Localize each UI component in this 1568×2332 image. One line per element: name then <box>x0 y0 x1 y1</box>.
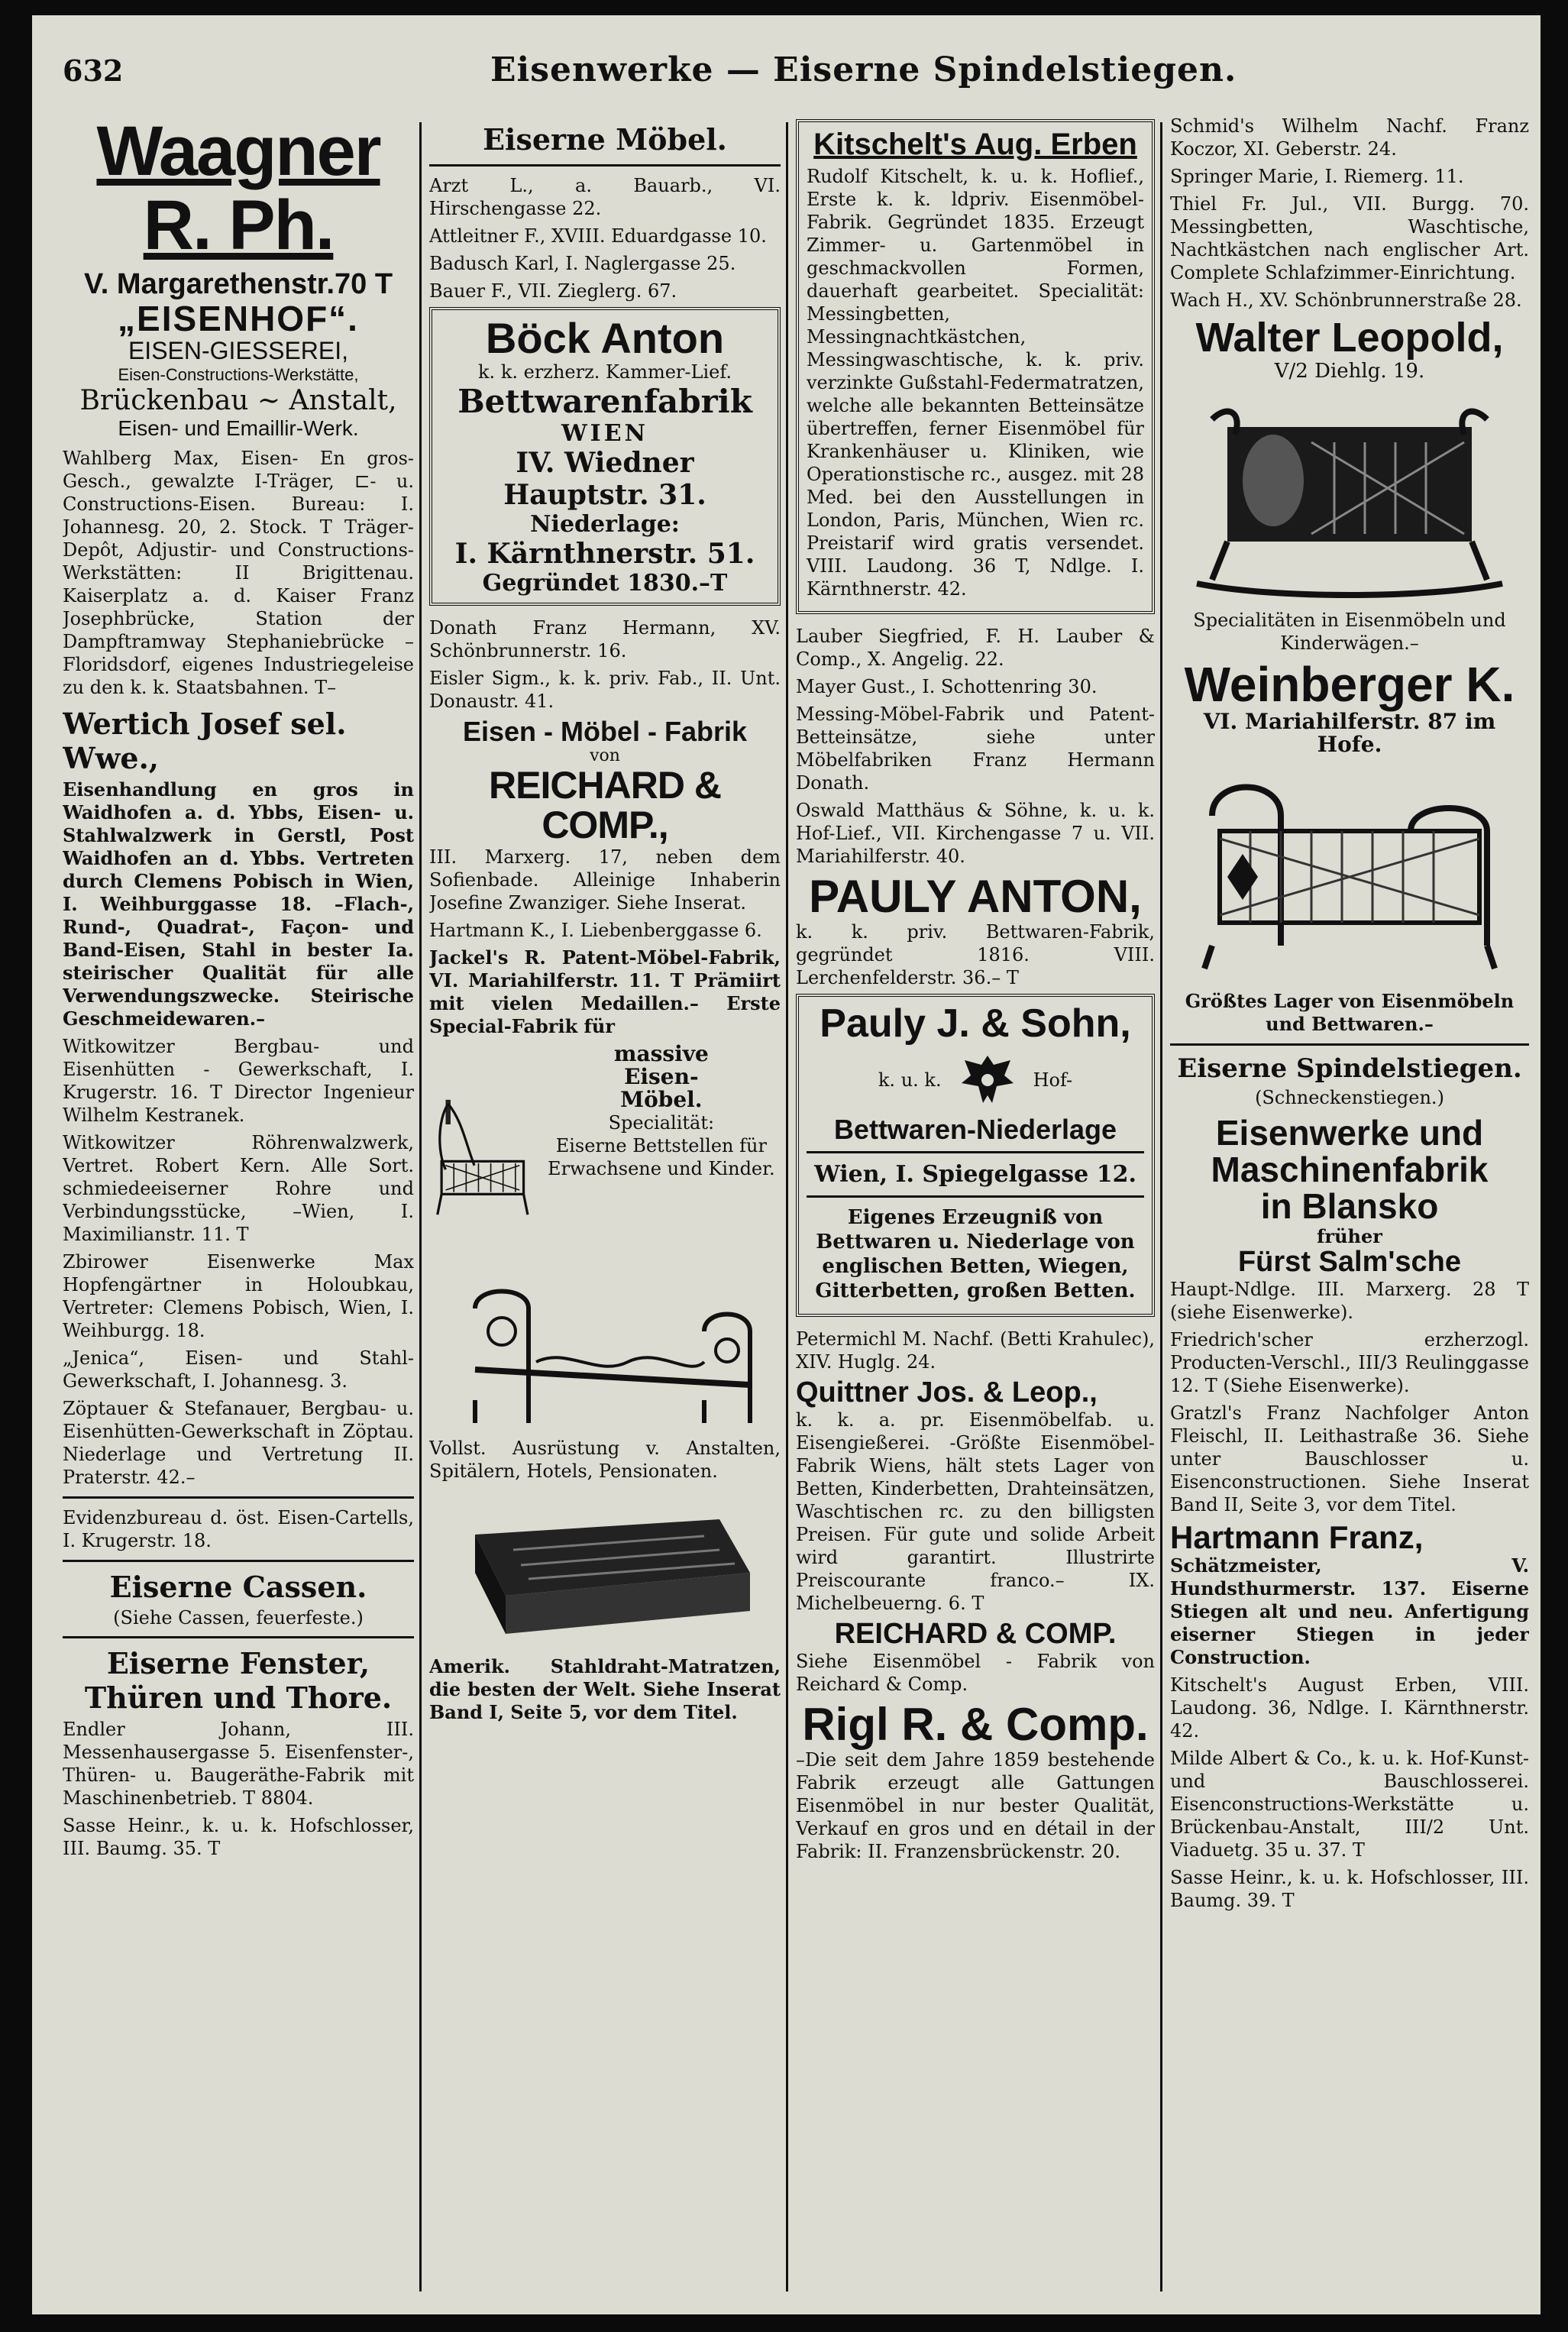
jackel-side-line: Specialität: <box>608 1111 715 1134</box>
pauly-js-kuk: k. u. k. <box>878 1069 942 1091</box>
entry-evidenz: Evidenzbureau d. öst. Eisen-Cartells, I. Krugerstr. 18. <box>63 1507 414 1552</box>
rigl-name: Rigl R. & Comp. <box>802 1699 1149 1751</box>
weinberger-address: VI. Mariahilferstr. 87 im Hofe. <box>1203 708 1496 757</box>
entry-kitschelt2: Kitschelt's August Erben, VIII. Laudong. 36, Ndlge. I. Kärnthnerstr. 42. <box>1170 1674 1529 1742</box>
ad-boeck <box>429 307 781 606</box>
pauly-js-line: Bettwaren-Niederlage <box>833 1113 1117 1145</box>
jackel-side-line: Eiserne Bettstellen für Erwachsene und Kinder. <box>548 1134 775 1179</box>
column-rule <box>1160 122 1162 2292</box>
entry-hartmann: Hartmann K., I. Liebenberggasse 6. <box>429 919 762 941</box>
section-title-spindel: Eiserne Spindelstiegen. <box>1177 1053 1522 1084</box>
boeck-line: Niederlage: <box>530 510 680 538</box>
waagner-line: Eisen- und Emaillir-Werk. <box>118 416 359 441</box>
entry-pauly-anton: k. k. priv. Bettwaren-Fabrik, gegründet 1816. VIII. Lerchenfelderstr. 36.– T <box>796 921 1155 988</box>
boeck-line: I. Kärnthnerstr. 51. <box>454 537 755 570</box>
reichard-head: Eisen - Möbel - Fabrik <box>462 715 748 747</box>
divider <box>1170 1043 1529 1046</box>
boeck-line: WIEN <box>561 419 648 447</box>
walter-name: Walter Leopold, <box>1195 315 1504 361</box>
entry-badusch: Badusch Karl, I. Naglergasse 25. <box>429 253 736 274</box>
column-4 <box>1170 115 1529 2299</box>
cradle-illustration-icon <box>1182 389 1518 603</box>
entry-sasse: Sasse Heinr., k. u. k. Hofschlosser, III. Baumg. 35. T <box>63 1815 414 1860</box>
page-number: 632 <box>63 53 124 88</box>
reichard-von: von <box>590 746 620 765</box>
running-title: Eisenwerke — Eiserne Spindelstiegen. <box>490 50 1237 89</box>
column-1 <box>63 115 414 2299</box>
blansko-line: früher <box>1317 1224 1382 1247</box>
pauly-js-crest-row <box>807 1050 1144 1111</box>
jackel-side-line: Eisen- <box>624 1063 699 1089</box>
entry-schmid: Schmid's Wilhelm Nachf. Franz Koczor, XI. Geberstr. 24. <box>1170 115 1529 160</box>
section-title-cassen: Eiserne Cassen. <box>109 1570 367 1605</box>
walter-address: V/2 Diehlg. 19. <box>1274 359 1425 383</box>
blansko-line: in Blansko <box>1260 1186 1439 1227</box>
waagner-name: Waagner R. Ph. <box>96 115 380 264</box>
pauly-js-line: Wien, I. Spiegelgasse 12. <box>814 1161 1136 1189</box>
hartmann-name: Hartmann Franz, <box>1170 1519 1424 1555</box>
waagner-line: Eisen-Constructions-Werkstätte, <box>118 365 359 385</box>
directory-page <box>32 15 1541 2314</box>
waagner-line: EISEN-GIESSEREI, <box>128 337 349 365</box>
entry-bauer: Bauer F., VII. Zieglerg. 67. <box>429 280 677 302</box>
entry-reichard: III. Marxerg. 17, neben dem Sofienbade. Alleinige Inhaberin Josefine Zwanziger. Siehe Inserat. <box>429 846 781 914</box>
jackel-ad-row <box>429 1040 781 1272</box>
blansko-line: Fürst Salm'sche <box>1237 1245 1462 1278</box>
column-rule <box>786 122 788 2292</box>
ad-kitschelt <box>796 119 1155 614</box>
entry-wahlberg: Wahlberg Max, Eisen- En gros-Gesch., gewalzte I-Träger, ⊏- u. Constructions-Eisen. Bureau: I. Johannesg. 20, 2. Stock. T Träger-Depôt, Adjustir- und Constructions-Werkstätten: II Brigittenau. Kaiserplatz a. d. Kaiser Franz Josephbrücke, Station der Dampftramway Stephaniebrücke – Floridsdorf, eigenes Industriegeleise zu den k. k. Staatsbahnen. T– <box>63 448 414 699</box>
entry-eisler: Eisler Sigm., k. k. priv. Fab., II. Unt. Donaustr. 41. <box>429 667 781 712</box>
quittner-name: Quittner Jos. & Leop., <box>796 1376 1098 1409</box>
crib-bed-illustration-icon <box>1182 762 1518 984</box>
divider <box>429 164 781 167</box>
kitschelt-text: Rudolf Kitschelt, k. u. k. Hoflief., Erste k. k. ldpriv. Eisenmöbel-Fabrik. Gegründet 1835. Erzeugt Zimmer- u. Gartenmöbel in geschmackvollen Formen, dauerhaft gearbeitet. Specialität: Messingbetten, Messingnachtkästchen, Messingwaschtische, k. k. priv. verzinkte Gußstahl-Federmatratzen, welche alle bekannten Betteinsätze übertreffen, ferner Eisenmöbel für Krankenhäuser u. Kliniken, wie Operationstische rc., ausgez. mit 28 Med. bei den Ausstellungen in London, Paris, München, Wien rc. Preistarif wird gratis versendet. VIII. Laudong. 36 T, Ndlge. I. Kärnthnerstr. 42. <box>807 166 1144 600</box>
entry-gratzl: Gratzl's Franz Nachfolger Anton Fleischl, II. Leithastraße 36. Siehe unter Bauschlosser u. Eisenconstructionen. Siehe Inserat Band II, Seite 3, vor dem Titel. <box>1170 1402 1529 1515</box>
blansko-line: Maschinenfabrik <box>1211 1150 1489 1190</box>
weinberger-foot: Größtes Lager von Eisenmöbeln und Bettwaren.– <box>1185 989 1515 1035</box>
mattress-illustration-icon <box>445 1489 765 1649</box>
ad-pauly-js <box>796 994 1155 1317</box>
eagle-crest-icon <box>957 1050 1018 1111</box>
divider <box>63 1636 414 1638</box>
jackel-side-line: Möbel. <box>620 1086 703 1112</box>
section-title-moebel: Eiserne Möbel. <box>483 122 727 157</box>
jackel-side-line: massive <box>613 1040 709 1066</box>
entry-wertich: Eisenhandlung en gros in Waidhofen a. d. Ybbs, Eisen- u. Stahlwalzwerk in Gerstl, Post Waidhofen an d. Ybbs. Vertreten durch Clemens Pobisch in Wien, I. Weihburggasse 18. –Flach-, Rund-, Quadrat-, Façon- und Band-Eisen, Stahl in bester Ia. steirischer Qualität für alle Verwendungszwecke. Steirische Geschmeidewaren.– <box>63 778 414 1030</box>
boeck-line: Gegründet 1830.–T <box>482 569 728 597</box>
entry-reichard2: Siehe Eisenmöbel - Fabrik von Reichard & Comp. <box>796 1651 1155 1696</box>
reichard2-name: REICHARD & COMP. <box>834 1618 1117 1651</box>
entry-witkowitz-roehren: Witkowitzer Röhrenwalzwerk, Vertret. Robert Kern. Alle Sort. schmiedeeiserner Rohre und Verbindungsstücke, –Wien, I. Maximilianstr. 11. T <box>63 1132 414 1246</box>
kitschelt-name: Kitschelt's Aug. Erben <box>813 128 1137 161</box>
pauly-js-hof: Hof- <box>1033 1069 1073 1091</box>
divider <box>807 1151 1144 1153</box>
bed-illustration-icon <box>445 1278 765 1431</box>
entry-friedrich: Friedrich'scher erzherzogl. Producten-Verschl., III/3 Reulinggasse 12. T (Siehe Eisenwerke). <box>1170 1328 1529 1396</box>
divider <box>63 1560 414 1562</box>
divider <box>807 1195 1144 1198</box>
boeck-line: IV. Wiedner Hauptstr. 31. <box>503 446 706 511</box>
entry-oswald: Oswald Matthäus & Söhne, k. u. k. Hof-Lief., VII. Kirchengasse 7 u. VII. Mariahilferstr. 40. <box>796 800 1155 867</box>
entry-mayer: Mayer Gust., I. Schottenring 30. <box>796 676 1098 697</box>
entry-springer: Springer Marie, I. Riemerg. 11. <box>1170 166 1464 187</box>
crib-illustration-icon <box>429 1043 536 1272</box>
entry-blansko: Haupt-Ndlge. III. Marxerg. 28 T (siehe Eisenwerke). <box>1170 1278 1529 1323</box>
entry-witkowitz-bergbau: Witkowitzer Bergbau- und Eisenhütten - Gewerkschaft, I. Krugerstr. 16. T Director Ingenieur Wilhelm Kestranek. <box>63 1036 414 1127</box>
waagner-address: V. Margarethenstr.70 T <box>83 268 393 301</box>
entry-jackel-foot: Vollst. Ausrüstung v. Anstalten, Spitälern, Hotels, Pensionaten. <box>429 1437 781 1482</box>
entry-zbirow: Zbirower Eisenwerke Max Hopfengärtner in Holoubkau, Vertreter: Clemens Pobisch, Wien, I. Weihburgg. 18. <box>63 1251 414 1342</box>
entry-jackel: Jackel's R. Patent-Möbel-Fabrik, VI. Mariahilferstr. 11. T Prämiirt mit vielen Medaillen.– Erste Special-Fabrik für <box>429 946 781 1037</box>
column-rule <box>419 122 422 2292</box>
entry-donath: Donath Franz Hermann, XV. Schönbrunnerstr. 16. <box>429 616 781 661</box>
walter-foot: Specialitäten in Eisenmöbeln und Kinderwägen.– <box>1193 609 1506 654</box>
waagner-line: Brückenbau ~ Anstalt, <box>79 385 397 417</box>
pauly-anton-name: PAULY ANTON, <box>809 871 1142 922</box>
entry-zoeptau: Zöptauer & Stefanauer, Bergbau- u. Eisenhütten-Gewerkschaft in Zöptau. Niederlage und Vertretung II. Praterstr. 42.– <box>63 1398 414 1489</box>
reichard-name: REICHARD & COMP., <box>489 763 721 847</box>
entry-attleitner: Attleitner F., XVIII. Eduardgasse 10. <box>429 225 767 247</box>
pauly-js-line: Eigenes Erzeugniß von Bettwaren u. Niederlage von englischen Betten, Wiegen, Gitterbetten, großen Betten. <box>815 1206 1136 1303</box>
entry-quittner: k. k. a. pr. Eisenmöbelfab. u. Eisengießerei. -Größte Eisenmöbel-Fabrik Wiens, hält stets Lager von Betten, Kinderbetten, Drahteinsätzen, Waschtischen rc. zu den billigsten Preisen. Für gute und solide Arbeit wird garantirt. Illustrirte Preiscourante franco.– IX. Michelbeuerng. 6. T <box>796 1409 1155 1615</box>
waagner-eisenhof: „EISENHOF“. <box>118 299 359 339</box>
entry-amerik: Amerik. Stahldraht-Matratzen, die besten der Welt. Siehe Inserat Band I, Seite 5, vor dem Titel. <box>429 1654 781 1723</box>
entry-rigl: –Die seit dem Jahre 1859 bestehende Fabrik erzeugt alle Gattungen Eisenmöbel in nur bester Qualität, Verkauf en gros und en détail in der Fabrik: II. Franzensbrückenstr. 20. <box>796 1749 1155 1863</box>
column-3 <box>796 115 1155 2299</box>
entry-messing: Messing-Möbel-Fabrik und Patent-Betteinsätze, siehe unter Möbelfabriken Franz Hermann Donath. <box>796 703 1155 794</box>
jackel-side-text <box>542 1040 781 1272</box>
section-title-fenster: Eiserne Fenster, Thüren und Thore. <box>84 1646 393 1716</box>
entry-petermichl: Petermichl M. Nachf. (Betti Krahulec), XIV. Huglg. 24. <box>796 1328 1155 1373</box>
entry-milde: Milde Albert & Co., k. u. k. Hof-Kunst- und Bauschlosserei. Eisenconstructions-Werkstätte u. Brückenbau-Anstalt, III/2 Unt. Viaduetg. 35 u. 37. T <box>1170 1747 1529 1861</box>
entry-jenica: „Jenica“, Eisen- und Stahl-Gewerkschaft, I. Johannesg. 3. <box>63 1347 414 1392</box>
entry-arzt: Arzt L., a. Bauarb., VI. Hirschengasse 22. <box>429 175 781 219</box>
boeck-line: Bettwarenfabrik <box>457 382 752 420</box>
column-2 <box>429 115 781 2299</box>
entry-endler: Endler Johann, III. Messenhausergasse 5. Eisenfenster-, Thüren- u. Baugeräthe-Fabrik mit Maschinenbetrieb. T 8804. <box>63 1719 414 1810</box>
section-subtitle-cassen: (Siehe Cassen, feuerfeste.) <box>113 1607 364 1629</box>
entry-thiel: Thiel Fr. Jul., VII. Burgg. 70. Messingbetten, Waschtische, Nachtkästchen nach englischer Art. Complete Schlafzimmer-Einrichtung. <box>1170 193 1529 283</box>
divider <box>63 1496 414 1499</box>
entry-wach: Wach H., XV. Schönbrunnerstraße 28. <box>1170 289 1522 311</box>
entry-hartmann-franz: Schätzmeister, V. Hundsthurmerstr. 137. Eiserne Stiegen alt und neu. Anfertigung eiserner Stiegen in jeder Construction. <box>1170 1554 1529 1668</box>
entry-lauber: Lauber Siegfried, F. H. Lauber & Comp., X. Angelig. 22. <box>796 626 1155 670</box>
section-subtitle-spindel: (Schneckenstiegen.) <box>1255 1086 1444 1108</box>
boeck-line: k. k. erzherz. Kammer-Lief. <box>478 361 732 383</box>
entry-sasse2: Sasse Heinr., k. u. k. Hofschlosser, III. Baumg. 39. T <box>1170 1866 1529 1911</box>
pauly-js-name: Pauly J. & Sohn, <box>820 1001 1131 1046</box>
blansko-line: Eisenwerke und <box>1215 1112 1484 1153</box>
wertich-name: Wertich Josef sel. Wwe., <box>63 707 347 776</box>
weinberger-name: Weinberger K. <box>1184 656 1515 712</box>
boeck-name: Böck Anton <box>485 314 725 362</box>
